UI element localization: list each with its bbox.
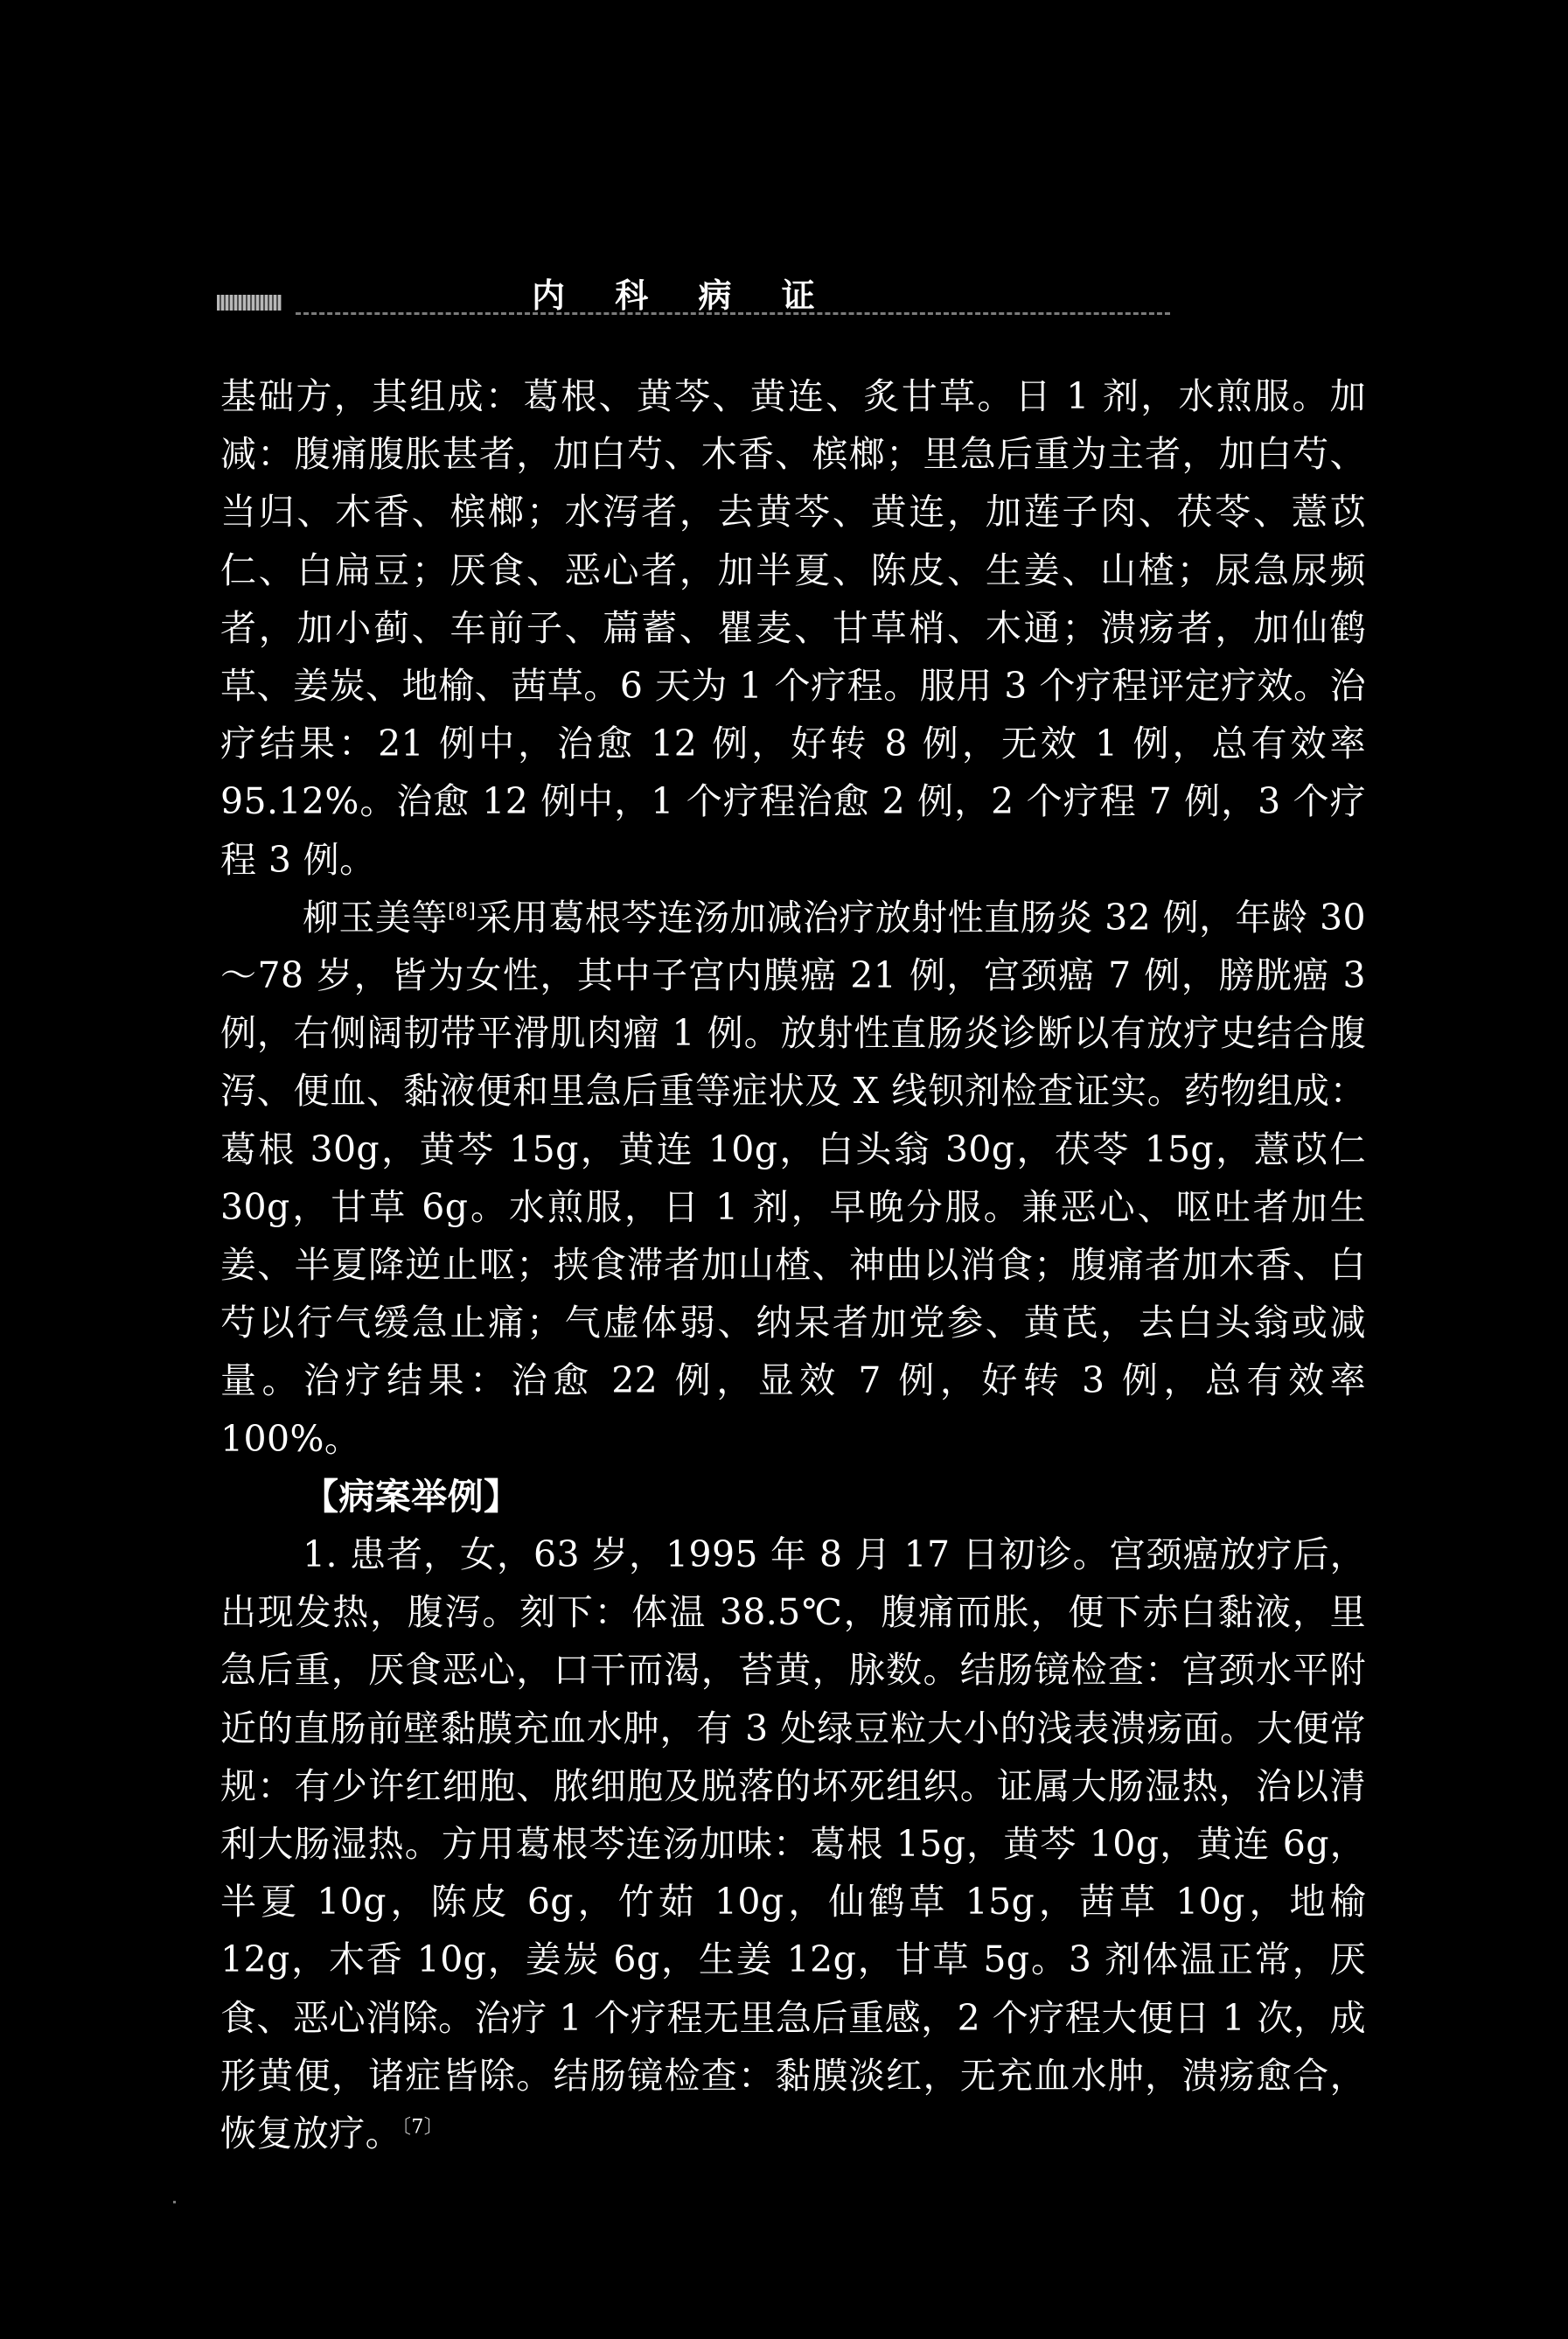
paragraph-3-body: 1. 患者，女，63 岁，1995 年 8 月 17 日初诊。宫颈癌放疗后，出现发热，腹泻。刻下：体温 38.5℃，腹痛而胀，便下赤白黏液，里急后重，厌食恶心，口干而渴，苔黄，脉数。结肠镜检查：宫颈水平附近的直肠前壁黏膜充血水肿，有 3 处绿豆粒大小的浅表溃疡面。大便常规：有少许红细胞、脓细胞及脱落的坏死组织。证属大肠湿热，治以清利大肠湿热。方用葛根芩连汤加味：葛根 15g，黄芩 10g，黄连 6g，半夏 10g，陈皮 6g，竹茹 10g，仙鹤草 15g，茜草 10g，地榆 12g，木香 10g，姜炭 6g，生姜 12g，甘草 5g。3 剂体温正常，厌食、恶心消除。治疗 1 个疗程无里急后重感，2 个疗程大便日 1 次，成形黄便，诸症皆除。结肠镜检查：黏膜淡红，无充血水肿，溃疡愈合，恢复放疗。 (220, 1533, 1366, 2155)
page-number-smudge (217, 295, 282, 311)
paragraph-1: 基础方，其组成：葛根、黄芩、黄连、炙甘草。日 1 剂，水煎服。加减：腹痛腹胀甚者，加白芍、木香、槟榔；里急后重为主者，加白芍、当归、木香、槟榔；水泻者，去黄芩、黄连，加莲子肉、茯苓、薏苡仁、白扁豆；厌食、恶心者，加半夏、陈皮、生姜、山楂；尿急尿频者，加小蓟、车前子、萹蓄、瞿麦、甘草梢、木通；溃疡者，加仙鹤草、姜炭、地榆、茜草。6 天为 1 个疗程。服用 3 个疗程评定疗效。治疗结果：21 例中，治愈 12 例，好转 8 例，无效 1 例，总有效率 95.12%。治愈 12 例中，1 个疗程治愈 2 例，2 个疗程 7 例，3 个疗程 3 例。 (220, 375, 1366, 881)
reference-7: 〔7〕 (401, 2116, 444, 2139)
header-title: 内 科 病 证 (532, 276, 834, 315)
section-heading-case-examples: 【病案举例】 (303, 1475, 520, 1518)
paragraph-2 (220, 889, 1366, 1468)
paragraph-2-body: 采用葛根芩连汤加减治疗放射性直肠炎 32 例，年龄 30～78 岁，皆为女性，其中子宫内膜癌 21 例，宫颈癌 7 例，膀胱癌 3 例，右侧阔韧带平滑肌肉瘤 1 例。放射性直肠炎诊断以有放疗史结合腹泻、便血、黏液便和里急后重等症状及 X 线钡剂检查证实。药物组成：葛根 30g，黄芩 15g，黄连 10g，白头翁 30g，茯苓 15g，薏苡仁 30g，甘草 6g。水煎服，日 1 剂，早晚分服。兼恶心、呕吐者加生姜、半夏降逆止呕；挟食滞者加山楂、神曲以消食；腹痛者加木香、白芍以行气缓急止痛；气虚体弱、纳呆者加党参、黄芪，去白头翁或减量。治疗结果：治愈 22 例，显效 7 例，好转 3 例，总有效率 100%。 (220, 896, 1366, 1460)
reference-8: [8] (447, 900, 477, 923)
paragraph-3 (220, 1526, 1366, 2162)
scan-speck (173, 2201, 176, 2203)
body-text (220, 367, 1366, 2162)
paragraph-2-lead: 柳玉美等 (303, 896, 448, 939)
running-header (217, 276, 1144, 316)
